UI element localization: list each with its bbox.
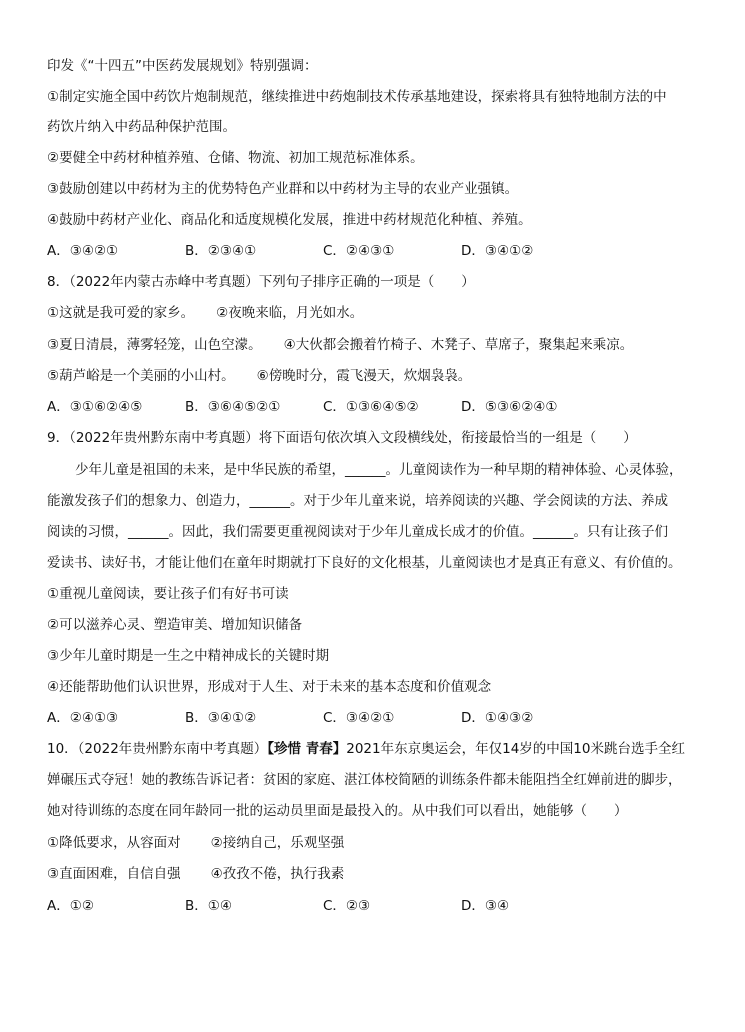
q9-item-2: ②可以滋养心灵、塑造审美、增加知识储备 — [47, 617, 303, 633]
q10-item-1: ①降低要求，从容面对 — [47, 835, 181, 851]
q9-option-b: B．③④①② — [185, 710, 257, 726]
q10-options — [47, 896, 707, 916]
q7-item-2: ②要健全中药材种植养殖、仓储、物流、初加工规范标准体系。 — [47, 150, 424, 166]
q7-option-b: B．②③④① — [185, 243, 257, 259]
q10-row-2 — [47, 864, 707, 884]
q8-item-4: ④大伙都会搬着竹椅子、木凳子、草席子，聚集起来乘凉。 — [283, 337, 634, 353]
q8-option-b: B．③⑥④⑤②① — [185, 399, 281, 415]
q7-item-1a: ①制定实施全国中药饮片炮制规范，继续推进中药炮制技术传承基地建设，探索将具有独特地制方法的中 — [47, 89, 667, 105]
q8-item-6: ⑥傍晚时分，霞飞漫天，炊烟袅袅。 — [256, 368, 472, 384]
q9-passage-line-2: 能激发孩子们的想象力、创造力，______。对于少年儿童来说，培养阅读的兴趣、学会阅读的方法、养成 — [47, 493, 668, 509]
q9-option-a: A．②④①③ — [47, 710, 119, 726]
q8-option-a: A．③①⑥②④⑤ — [47, 399, 143, 415]
q8-row-2 — [47, 335, 707, 355]
q9-stem: 9．（2022年贵州黔东南中考真题）将下面语句依次填入文段横线处，衔接最恰当的一组是（ ） — [47, 430, 637, 446]
q9-option-c: C．③④②① — [323, 710, 395, 726]
q9-item-1: ①重视儿童阅读，要让孩子们有好书可读 — [47, 586, 289, 602]
q10-stem-line-1 — [47, 739, 707, 759]
q8-row-1 — [47, 303, 707, 323]
q9-item-4: ④还能帮助他们认识世界，形成对于人生、对于未来的基本态度和价值观念 — [47, 679, 492, 695]
q10-option-a: A．①② — [47, 898, 94, 914]
q7-item-3: ③鼓励创建以中药材为主的优势特色产业群和以中药材为主导的农业产业强镇。 — [47, 181, 519, 197]
q10-item-2: ②接纳自己，乐观坚强 — [210, 835, 345, 851]
q10-stem-prefix: 10．（2022年贵州黔东南中考真题） — [47, 741, 268, 757]
q8-item-3: ③夏日清晨，薄雾轻笼，山色空濛。 — [47, 337, 262, 353]
q8-row-3 — [47, 366, 707, 386]
q10-stem-line-2: 婵碾压式夺冠！她的教练告诉记者：贫困的家庭、湛江体校简陋的训练条件都未能阻挡全红婵前进的脚步， — [47, 772, 682, 788]
q10-option-d: D．③④ — [461, 898, 510, 914]
q9-option-d: D．①④③② — [461, 710, 534, 726]
q9-item-3: ③少年儿童时期是一生之中精神成长的关键时期 — [47, 648, 330, 664]
q7-option-c: C．②④③① — [323, 243, 395, 259]
q7-item-4: ④鼓励中药材产业化、商品化和适度规模化发展，推进中药材规范化种植、养殖。 — [47, 212, 532, 228]
q9-passage-line-3: 阅读的习惯，______。因此，我们需要更重视阅读对于少年儿童成长成才的价值。______。只有让孩子们 — [47, 524, 668, 540]
q8-stem: 8．（2022年内蒙古赤峰中考真题）下列句子排序正确的一项是（ ） — [47, 274, 475, 290]
q7-option-d: D．③④①② — [461, 243, 534, 259]
q10-item-3: ③直面困难，自信自强 — [47, 866, 181, 882]
q8-option-d: D．⑤③⑥②④① — [461, 399, 558, 415]
q8-options — [47, 397, 707, 417]
q7-options — [47, 241, 707, 261]
q10-stem-tag: 【珍惜 青春】 — [267, 741, 347, 757]
q8-item-5: ⑤葫芦峪是一个美丽的小山村。 — [47, 368, 235, 384]
q10-option-c: C．②③ — [323, 898, 371, 914]
q8-option-c: C．①③⑥④⑤② — [323, 399, 419, 415]
q10-stem-rest: 2021年东京奥运会，年仅14岁的中国10米跳台选手全红 — [346, 741, 685, 757]
q7-option-a: A．③④②① — [47, 243, 119, 259]
q8-item-2: ②夜晚来临，月光如水。 — [216, 305, 364, 321]
q9-passage-line-1: 少年儿童是祖国的未来，是中华民族的希望，______。儿童阅读作为一种早期的精神体验、心灵体验， — [75, 462, 683, 478]
q10-item-4: ④孜孜不倦，执行我素 — [210, 866, 345, 882]
q9-options — [47, 708, 707, 728]
q9-passage-line-4: 爱读书、读好书，才能让他们在童年时期就打下良好的文化根基，儿童阅读也才是真正有意义、有价值的。 — [47, 555, 682, 571]
intro-line: 印发《“十四五”中医药发展规划》特别强调： — [47, 58, 318, 74]
q10-option-b: B．①④ — [185, 898, 232, 914]
q10-stem-line-3: 她对待训练的态度在同年龄同一批的运动员里面是最投入的。从中我们可以看出，她能够（ ） — [47, 803, 628, 819]
q10-row-1 — [47, 833, 707, 853]
q7-item-1b: 药饮片纳入中药品种保护范围。 — [47, 119, 236, 135]
q8-item-1: ①这就是我可爱的家乡。 — [47, 305, 195, 321]
